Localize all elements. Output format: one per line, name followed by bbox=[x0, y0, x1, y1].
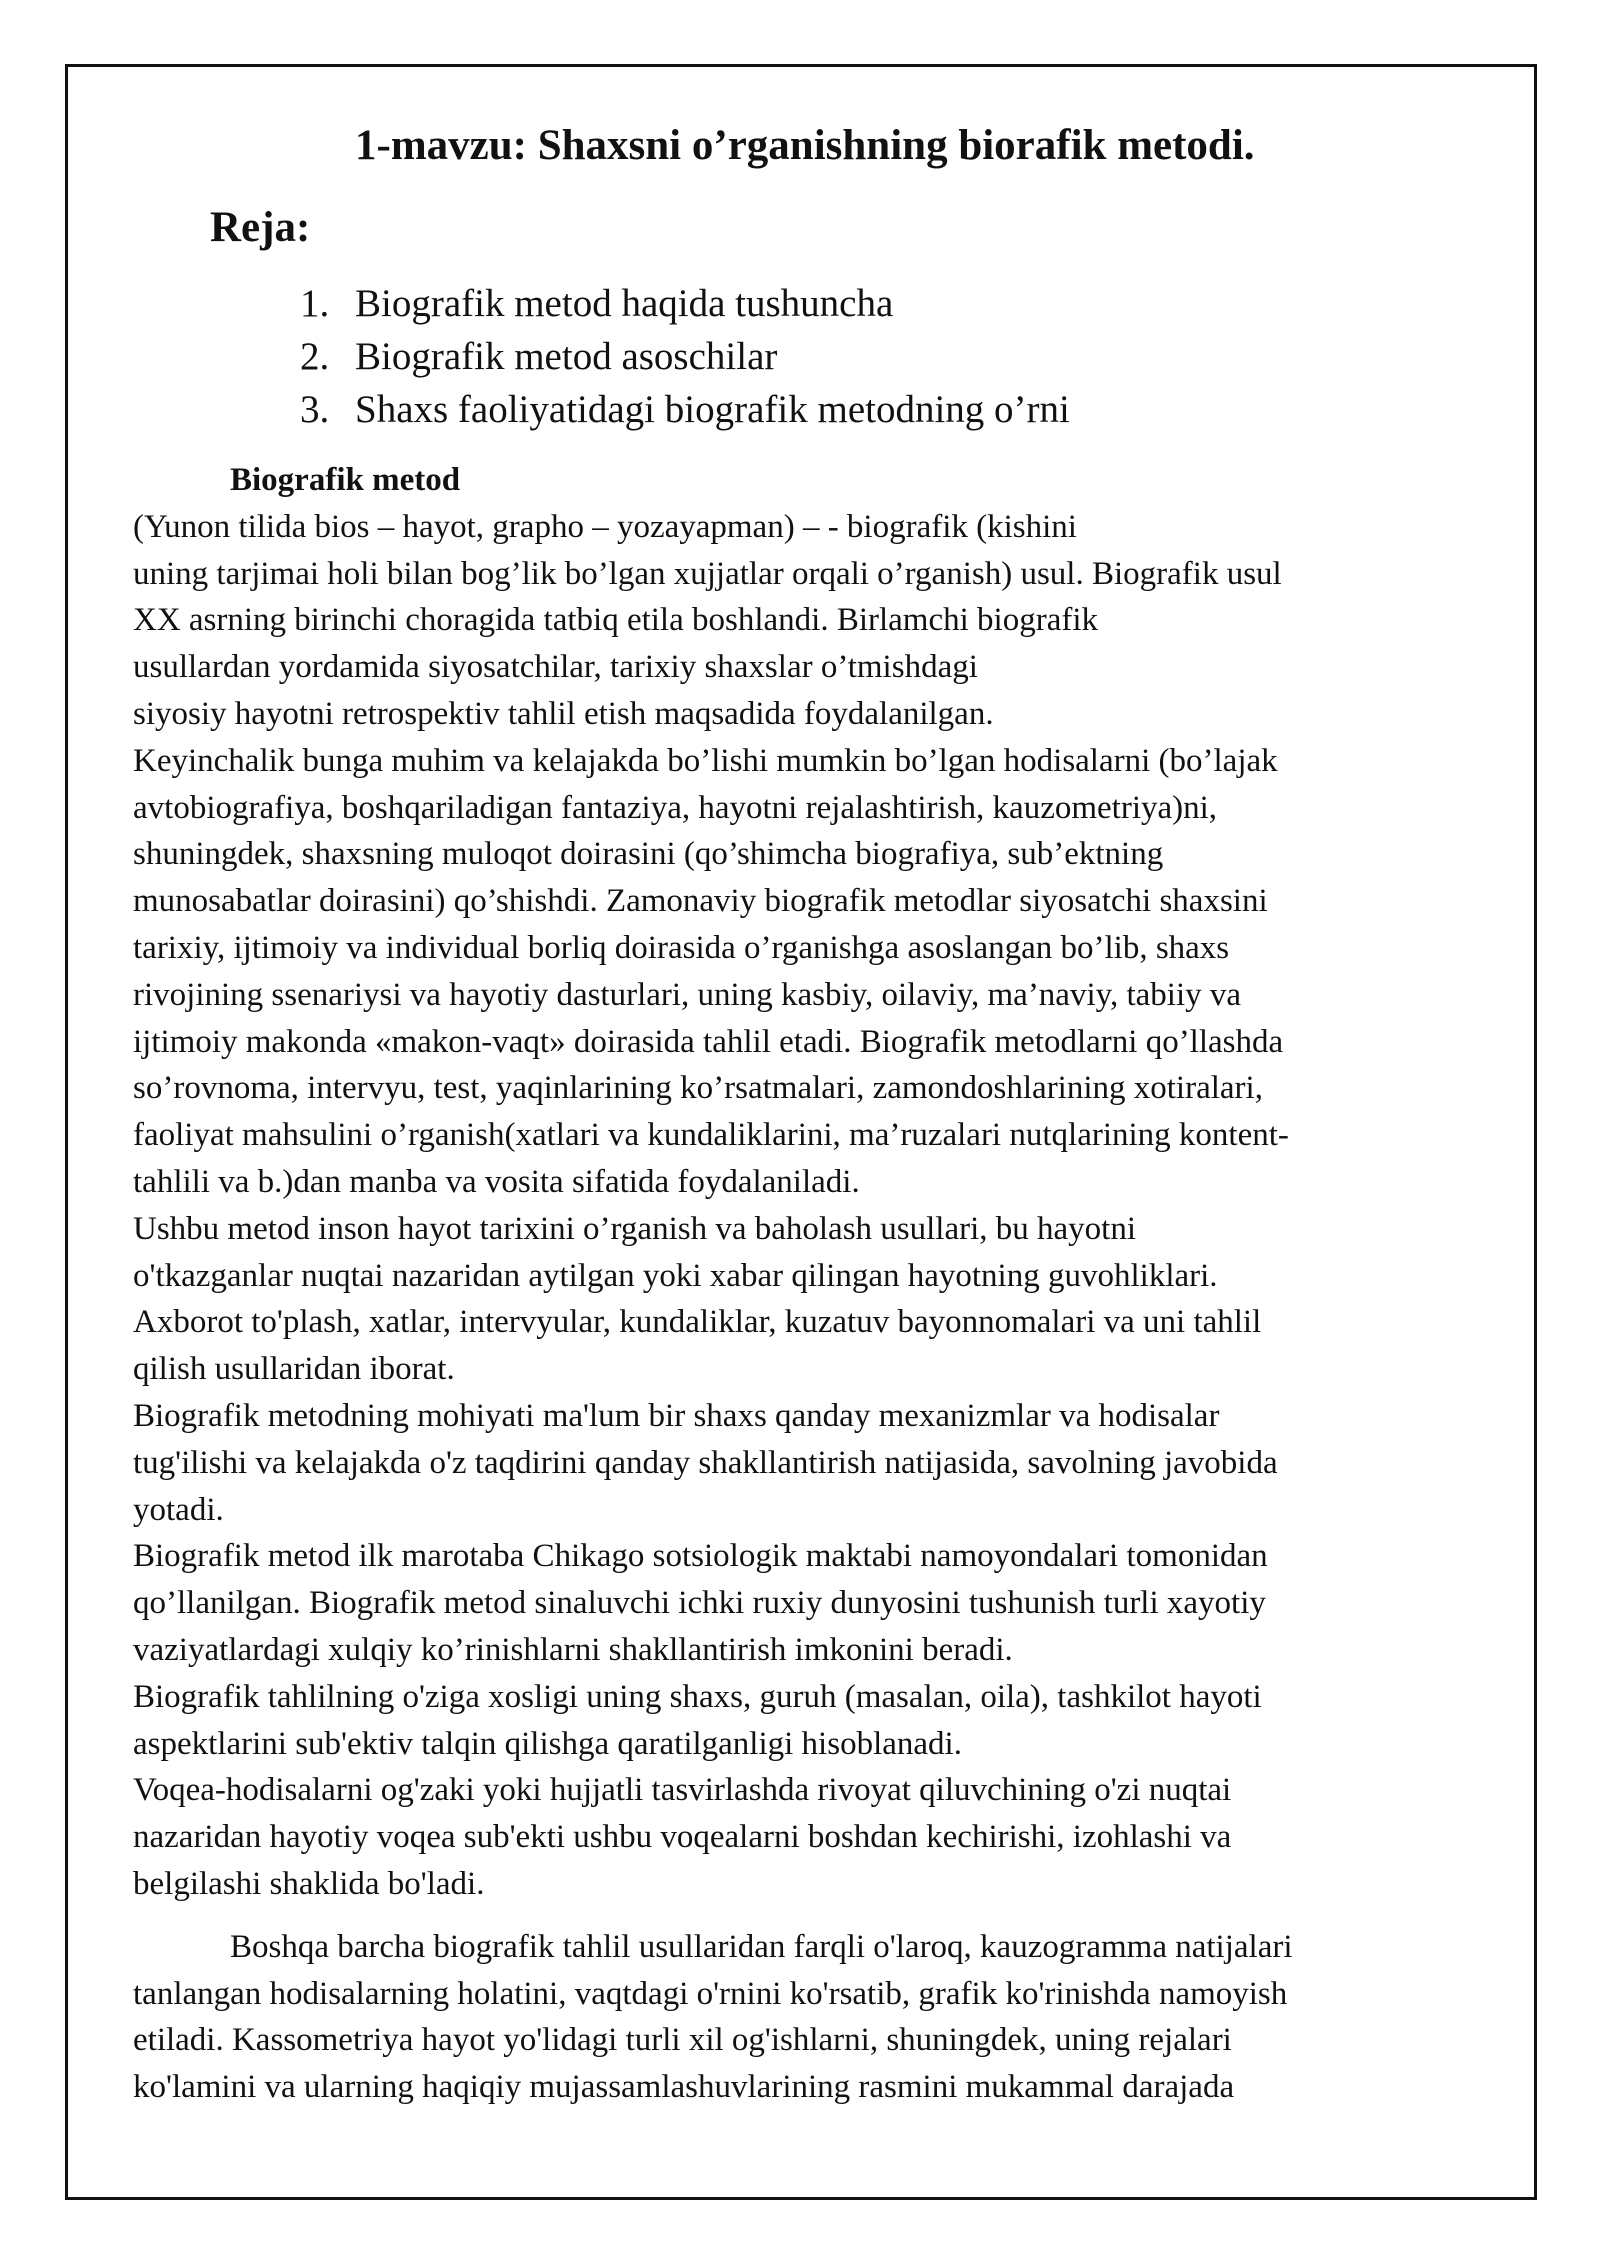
text-line: shuningdek, shaxsning muloqot doirasini (qo’shimcha biografiya, sub’ektning bbox=[133, 836, 1164, 873]
text-line: belgilashi shaklida bo'ladi. bbox=[133, 1865, 485, 1902]
plan-item-number: 2. bbox=[300, 335, 330, 378]
text-line: tug'ilishi va kelajakda o'z taqdirini qanday shakllantirish natijasida, savolning javobida bbox=[133, 1444, 1278, 1481]
text-line: aspektlarini sub'ektiv talqin qilishga qaratilganligi hisoblanadi. bbox=[133, 1725, 962, 1762]
page-title: 1-mavzu: Shaxsni o’rganishning biorafik metodi. bbox=[355, 122, 1255, 169]
body-paragraphs bbox=[133, 504, 1473, 1908]
plan-item-number: 1. bbox=[300, 282, 330, 325]
plan-list bbox=[300, 277, 1070, 436]
text-line: rivojining ssenariysi va hayotiy dasturlari, uning kasbiy, oilaviy, ma’naviy, tabiiy va bbox=[133, 976, 1242, 1013]
text-line: Axborot to'plash, xatlar, intervyular, kundaliklar, kuzatuv bayonnomalari va uni tahlil bbox=[133, 1304, 1262, 1341]
text-line: vaziyatlardagi xulqiy ko’rinishlarni shakllantirish imkonini beradi. bbox=[133, 1631, 1013, 1668]
text-line: Biografik metod ilk marotaba Chikago sotsiologik maktabi namoyondalari tomonidan bbox=[133, 1538, 1268, 1575]
text-line: munosabatlar doirasini) qo’shishdi. Zamonaviy biografik metodlar siyosatchi shaxsini bbox=[133, 883, 1268, 920]
text-line: Boshqa barcha biografik tahlil usullaridan farqli o'laroq, kauzogramma natijalari bbox=[230, 1928, 1293, 1965]
text-line: Biografik metodning mohiyati ma'lum bir shaxs qanday mexanizmlar va hodisalar bbox=[133, 1397, 1220, 1434]
text-line: nazaridan hayotiy voqea sub'ekti ushbu voqealarni boshdan kechirishi, izohlashi va bbox=[133, 1819, 1232, 1856]
text-line: Voqea-hodisalarni og'zaki yoki hujjatli tasvirlashda rivoyat qiluvchining o'zi nuqtai bbox=[133, 1772, 1232, 1809]
plan-item-text: Biografik metod haqida tushuncha bbox=[355, 282, 894, 325]
text-line: Biografik tahlilning o'ziga xosligi uning shaxs, guruh (masalan, oila), tashkilot hayoti bbox=[133, 1678, 1262, 1715]
text-line: siyosiy hayotni retrospektiv tahlil etish maqsadida foydalanilgan. bbox=[133, 695, 994, 732]
text-line: avtobiografiya, boshqariladigan fantaziya, hayotni rejalashtirish, kauzometriya)ni, bbox=[133, 789, 1218, 826]
text-line: XX asrning birinchi choragida tatbiq etila boshlandi. Birlamchi biografik bbox=[133, 602, 1099, 639]
text-line: tarixiy, ijtimoiy va individual borliq doirasida o’rganishga asoslangan bo’lib, shaxs bbox=[133, 929, 1230, 966]
plan-item-number: 3. bbox=[300, 388, 330, 431]
text-line: o'tkazganlar nuqtai nazaridan aytilgan yoki xabar qilingan hayotning guvohliklari. bbox=[133, 1257, 1218, 1294]
final-paragraph bbox=[133, 1924, 1473, 2111]
body-text bbox=[133, 457, 1473, 2111]
text-line: etiladi. Kassometriya hayot yo'lidagi turli xil og'ishlarni, shuningdek, uning rejalari bbox=[133, 2022, 1232, 2059]
text-line: (Yunon tilida bios – hayot, grapho – yozayapman) – - biografik (kishini bbox=[133, 508, 1077, 545]
plan-item bbox=[300, 330, 1070, 383]
text-line: so’rovnoma, intervyu, test, yaqinlarining ko’rsatmalari, zamondoshlarining xotiralari, bbox=[133, 1070, 1263, 1107]
plan-heading: Reja: bbox=[210, 204, 311, 251]
text-line: faoliyat mahsulini o’rganish(xatlari va kundaliklarini, ma’ruzalari nutqlarining kontent- bbox=[133, 1117, 1289, 1154]
paragraph-gap bbox=[133, 1908, 1473, 1924]
text-line: Ushbu metod inson hayot tarixini o’rganish va baholash usullari, bu hayotni bbox=[133, 1210, 1137, 1247]
text-line: tahlili va b.)dan manba va vosita sifatida foydalaniladi. bbox=[133, 1163, 860, 1200]
plan-item bbox=[300, 383, 1070, 436]
text-line: tanlangan hodisalarning holatini, vaqtdagi o'rnini ko'rsatib, grafik ko'rinishda namoyish bbox=[133, 1975, 1288, 2012]
text-line: ko'lamini va ularning haqiqiy mujassamlashuvlarining rasmini mukammal darajada bbox=[133, 2069, 1235, 2106]
plan-item bbox=[300, 277, 1070, 330]
text-line: ijtimoiy makonda «makon-vaqt» doirasida tahlil etadi. Biografik metodlarni qo’llashda bbox=[133, 1023, 1284, 1060]
plan-item-text: Biografik metod asoschilar bbox=[355, 335, 778, 378]
text-line: usullardan yordamida siyosatchilar, tarixiy shaxslar o’tmishdagi bbox=[133, 649, 978, 686]
text-line: qo’llanilgan. Biografik metod sinaluvchi ichki ruxiy dunyosini tushunish turli xayotiy bbox=[133, 1585, 1266, 1622]
text-line: uning tarjimai holi bilan bog’lik bo’lgan xujjatlar orqali o’rganish) usul. Biografik usul bbox=[133, 555, 1282, 592]
text-line: yotadi. bbox=[133, 1491, 224, 1528]
section-heading: Biografik metod bbox=[230, 462, 461, 498]
text-line: qilish usullaridan iborat. bbox=[133, 1351, 455, 1388]
plan-item-text: Shaxs faoliyatidagi biografik metodning o’rni bbox=[355, 388, 1070, 431]
text-line: Keyinchalik bunga muhim va kelajakda bo’lishi mumkin bo’lgan hodisalarni (bo’lajak bbox=[133, 742, 1278, 779]
